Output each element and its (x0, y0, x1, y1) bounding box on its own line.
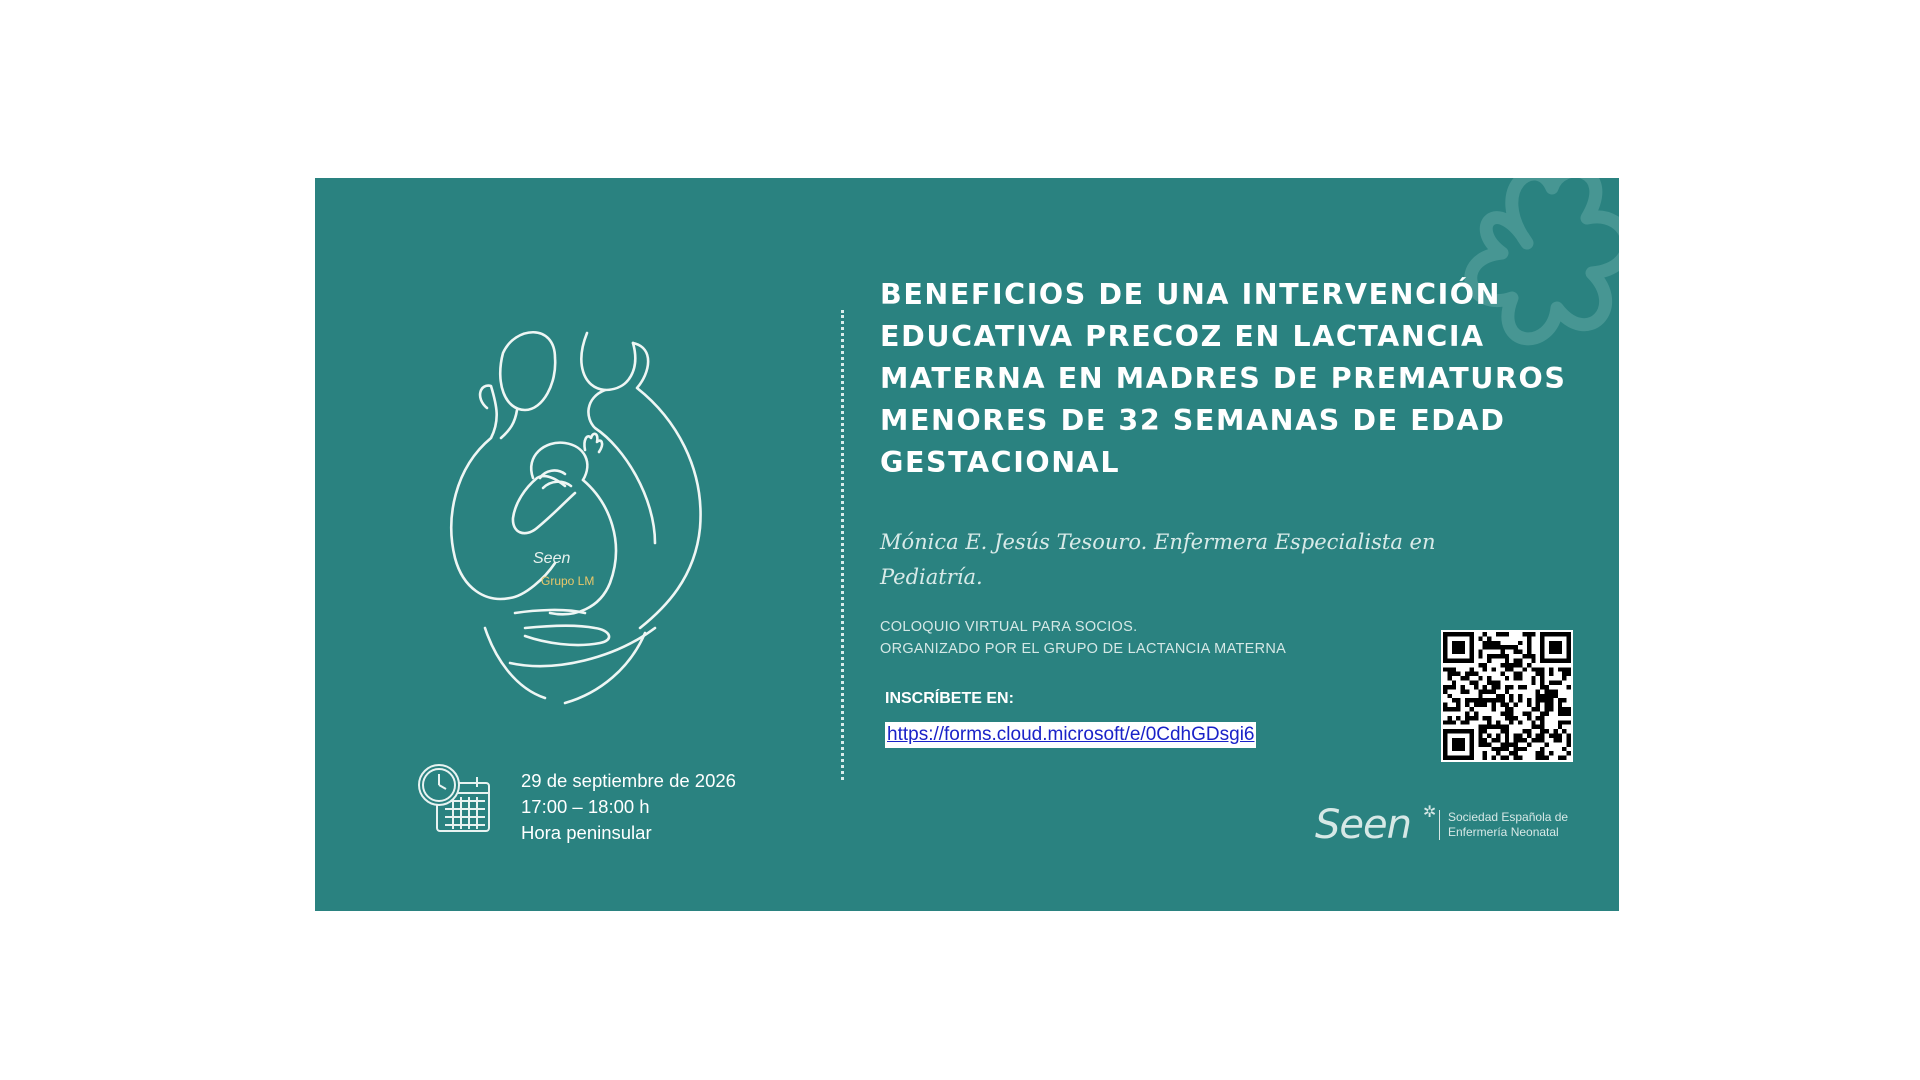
logo-word: Seen (1315, 802, 1411, 848)
qr-code[interactable] (1441, 630, 1573, 762)
event-time: 17:00 – 18:00 h (521, 796, 650, 817)
dotted-divider (841, 310, 844, 780)
seen-logo (1315, 800, 1575, 856)
event-poster (315, 178, 1619, 911)
logo-star-icon: ✲ (1423, 802, 1437, 821)
event-timezone: Hora peninsular (521, 822, 652, 843)
poster-title: BENEFICIOS DE UNA INTERVENCIÓN EDUCATIVA PRECOZ EN LACTANCIA MATERNA EN MADRES DE PREMATUROS MENORES DE 32 SEMANAS DE EDAD GESTACIONAL (880, 278, 1567, 479)
info-line-organizer: ORGANIZADO POR EL GRUPO DE LACTANCIA MATERNA (880, 641, 1287, 657)
mother-baby-illustration (415, 328, 725, 708)
illustration-logo-text: Seen (533, 550, 571, 567)
event-datetime (521, 768, 736, 846)
register-label: INSCRÍBETE EN: (885, 690, 1014, 707)
logo-subtitle-line2: Enfermería Neonatal (1448, 825, 1559, 839)
logo-subtitle-line1: Sociedad Española de (1448, 810, 1569, 824)
author-line: Mónica E. Jesús Tesouro. Enfermera Especialista en Pediatría. (880, 530, 1436, 589)
illustration-group-text: Grupo LM (541, 574, 595, 588)
register-link[interactable]: https://forms.cloud.microsoft/e/0CdhGDsgi6 (885, 722, 1256, 748)
event-info (880, 616, 1286, 660)
logo-subtitle (1448, 810, 1568, 840)
info-line-virtual: COLOQUIO VIRTUAL PARA SOCIOS. (880, 619, 1138, 635)
calendar-clock-icon (415, 761, 493, 835)
logo-separator (1439, 810, 1440, 840)
event-date: 29 de septiembre de 2026 (521, 770, 736, 791)
